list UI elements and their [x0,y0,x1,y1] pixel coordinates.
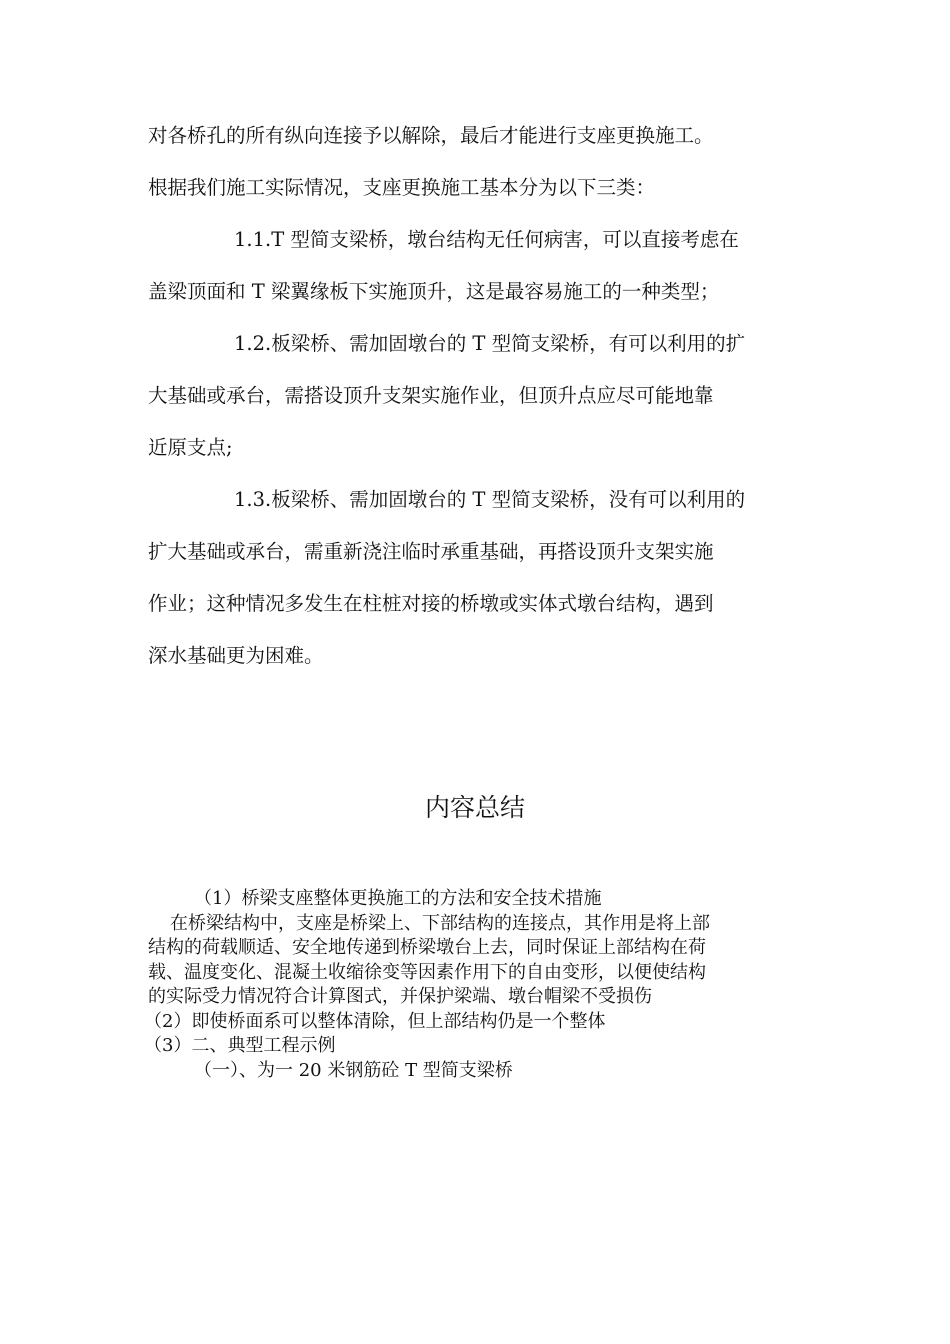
body-section [148,110,813,682]
body-line: 根据我们施工实际情况，支座更换施工基本分为以下三类： [148,176,656,199]
summary-paragraph-4: （3）二、典型工程示例 [144,1035,336,1056]
summary-paragraph-2-line: 在桥梁结构中，支座是桥梁上、下部结构的连接点，其作用是将上部 [170,912,710,934]
item-3-line: 作业；这种情况多发生在柱桩对接的桥墩或实体式墩台结构，遇到 [148,592,714,615]
summary-section [144,887,813,1083]
item-3-line: 深水基础更为困难。 [148,644,324,667]
summary-paragraph-1: （1）桥梁支座整体更换施工的方法和安全技术措施 [194,888,602,909]
item-2-line: 大基础或承台，需搭设顶升支架实施作业，但顶升点应尽可能地靠 [148,384,714,407]
item-2-line: 近原支点; [148,436,233,459]
item-1-line: 1.1.T 型简支梁桥，墩台结构无任何病害，可以直接考虑在 [234,228,739,251]
item-3-line: 1.3.板梁桥、需加固墩台的 T 型简支梁桥，没有可以利用的 [234,488,746,511]
body-line: 对各桥孔的所有纵向连接予以解除，最后才能进行支座更换施工。 [148,124,714,147]
summary-paragraph-2-line: 的实际受力情况符合计算图式，并保护梁端、墩台帽梁不受损伤 [148,986,652,1007]
summary-paragraph-2-line: 载、温度变化、混凝土收缩徐变等因素作用下的自由变形，以便使结构 [148,961,706,983]
summary-paragraph-3: （2）即使桥面系可以整体清除，但上部结构仍是一个整体 [144,1010,606,1032]
item-1-line: 盖梁顶面和 T 梁翼缘板下实施顶升，这是最容易施工的一种类型； [148,280,720,303]
summary-paragraph-5: （一）、为一 20 米钢筋砼 T 型简支梁桥 [194,1059,513,1081]
item-2-line: 1.2.板梁桥、需加固墩台的 T 型简支梁桥，有可以利用的扩 [234,332,746,355]
item-3-line: 扩大基础或承台，需重新浇注临时承重基础，再搭设顶升支架实施 [148,540,714,563]
summary-title: 内容总结 [424,793,525,822]
summary-paragraph-2-line: 结构的荷载顺适、安全地传递到桥梁墩台上去，同时保证上部结构在荷 [148,937,706,958]
